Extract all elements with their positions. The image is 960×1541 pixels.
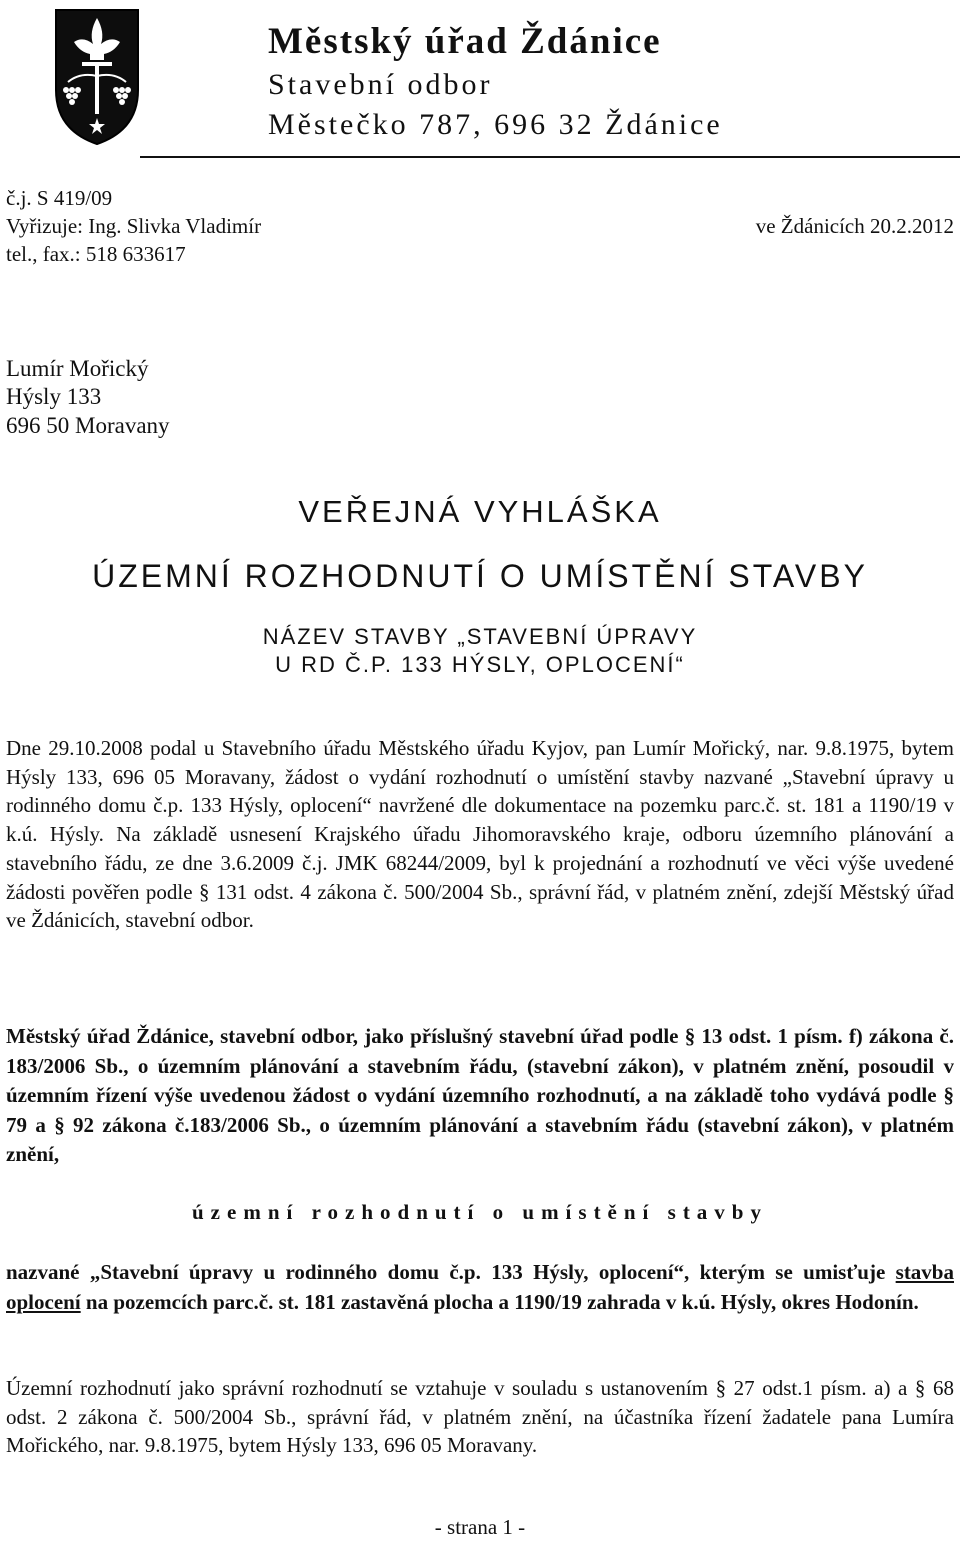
decision-statement: územní rozhodnutí o umístění stavby — [192, 1200, 768, 1224]
handled-by: Vyřizuje: Ing. Slivka Vladimír — [6, 214, 262, 238]
place-date: ve Ždánicích 20.2.2012 — [755, 214, 954, 238]
reference-number: č.j. S 419/09 — [6, 186, 113, 210]
paragraph-participants: Územní rozhodnutí jako správní rozhodnutí se vztahuje v souladu s ustanovením § 27 odst.1 písm. a) a § 68 odst. 2 zákona č. 500/2004 Sb., správní řád, v platném znění, na účastníka řízení žadatele pana Lumíra Mořického, nar. 9.8.1975, bytem Hýsly 133, 696 05 Moravany. — [6, 1376, 954, 1458]
placement-text-start: nazvané „Stavební úpravy u rodinného domu č.p. 133 Hýsly, oplocení“, kterým se umisťuje — [6, 1260, 896, 1284]
notice-heading: VEŘEJNÁ VYHLÁŠKA — [298, 494, 662, 529]
construction-name-line2: U RD Č.P. 133 HÝSLY, OPLOCENÍ“ — [275, 652, 685, 677]
placement-underlined: stavba oplocení — [6, 1260, 954, 1314]
page-number: - strana 1 - — [434, 1515, 526, 1539]
addressee-name: Lumír Mořický — [6, 356, 149, 381]
office-name: Městský úřad Ždánice — [268, 21, 662, 62]
municipal-coat-of-arms-icon — [52, 6, 142, 146]
addressee-city: 696 50 Moravany — [6, 413, 170, 438]
office-address: Městečko 787, 696 32 Ždánice — [268, 108, 723, 141]
header-divider — [140, 156, 960, 158]
paragraph-authority: Městský úřad Ždánice, stavební odbor, jako příslušný stavební úřad podle § 13 odst. 1 písm. f) zákona č. 183/2006 Sb., o územním plánování a stavebním řádu, (stavební zákon), v platném znění, posoudil v územním řízení výše uvedenou žádost o vydání územního rozhodnutí, a na základě toho vydává podle § 79 a § 92 zákona č.183/2006 Sb., o územním plánování a stavebním řádu (stavební zákon), v platném znění, — [6, 1024, 954, 1166]
phone-fax: tel., fax.: 518 633617 — [6, 242, 186, 266]
placement-text-end: na pozemcích parc.č. st. 181 zastavěná plocha a 1190/19 zahrada v k.ú. Hýsly, okres Hodonín. — [80, 1289, 919, 1314]
paragraph-placement — [6, 1258, 954, 1317]
decision-heading: ÚZEMNÍ ROZHODNUTÍ O UMÍSTĚNÍ STAVBY — [92, 558, 868, 594]
addressee-street: Hýsly 133 — [6, 384, 102, 409]
paragraph-application: Dne 29.10.2008 podal u Stavebního úřadu Městského úřadu Kyjov, pan Lumír Mořický, nar. 9.8.1975, bytem Hýsly 133, 696 05 Moravany, žádost o vydání rozhodnutí o umístění stavby nazvané „Stavební úpravy u rodinného domu č.p. 133 Hýsly, oplocení“ navržené dle dokumentace na pozemku parc.č. st. 181 a 1190/19 v k.ú. Hýsly. Na základě usnesení Krajského úřadu Jihomoravského kraje, odboru územního plánování a stavebního řádu, ze dne 3.6.2009 č.j. JMK 68244/2009, byl k projednání a rozhodnutí ve věci výše uvedené žádosti pověřen podle § 131 odst. 4 zákona č. 500/2004 Sb., správní řád, v platném znění, zdejší Městský úřad ve Ždánicích, stavební odbor. — [6, 736, 954, 933]
construction-name-line1: NÁZEV STAVBY „STAVEBNÍ ÚPRAVY — [262, 624, 698, 649]
office-department: Stavební odbor — [268, 68, 493, 101]
